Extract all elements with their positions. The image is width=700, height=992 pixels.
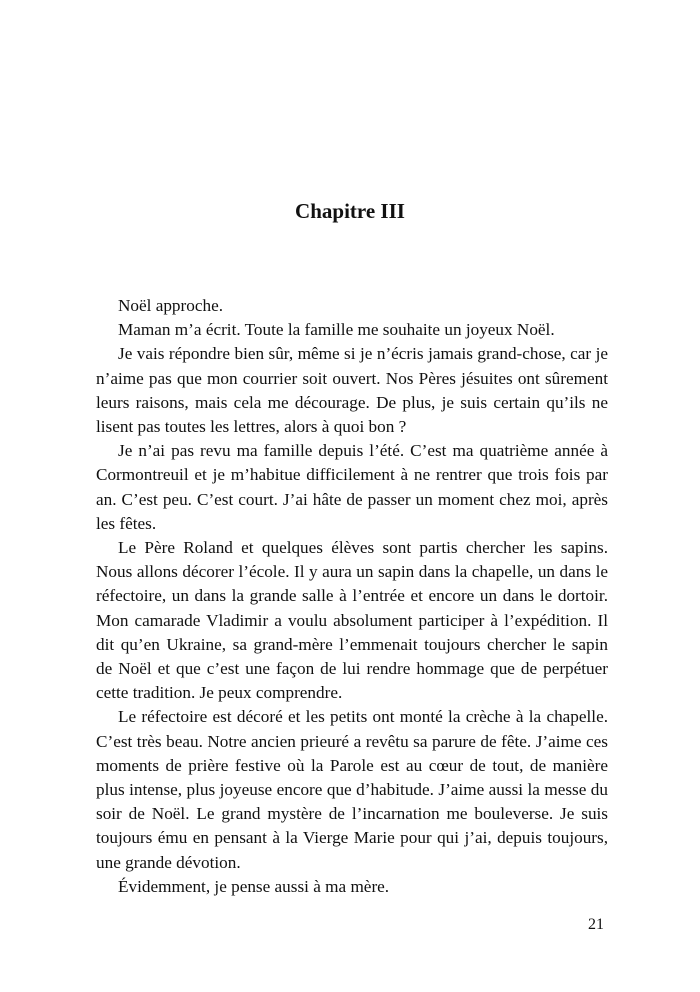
paragraph: Noël approche. [118, 296, 223, 315]
paragraph: Évidemment, je pense aussi à ma mère. [118, 876, 390, 896]
paragraph: Je vais répondre bien sûr, même si je n’écris jamais grand-chose, car je n’aime pas que mon courrier soit ouvert. Nos Pères jésuites ont sûrement leurs raisons, mais cela me décourage. De plus, je suis certain qu’ils ne lisent pas toutes les lettres, alors à quoi bon ? [96, 344, 608, 437]
paragraph: Maman m’a écrit. Toute la famille me souhaite un joyeux Noël. [118, 320, 555, 340]
chapter-body [96, 294, 608, 899]
paragraph: Je n’ai pas revu ma famille depuis l’été. C’est ma quatrième année à Cormontreuil et je m’habitue difficilement à ne rentrer que trois fois par an. C’est peu. C’est court. J’ai hâte de passer un moment chez moi, après les fêtes. [96, 441, 608, 533]
chapter-title: Chapitre III [295, 199, 405, 223]
paragraph: Le Père Roland et quelques élèves sont partis chercher les sapins. Nous allons décorer l’école. Il y aura un sapin dans la chapelle, un dans le réfectoire, un dans la grande salle à l’entrée et encore un dans le dortoir. Mon camarade Vladimir a voulu absolument participer à l’expédition. Il dit qu’en Ukraine, sa grand-mère l’emmenait toujours chercher le sapin de Noël et que c’est une façon de lui rendre hommage que de perpétuer cette tradition. Je peux comprendre. [96, 538, 608, 703]
paragraph: Le réfectoire est décoré et les petits ont monté la crèche à la chapelle. C’est très beau. Notre ancien prieuré a revêtu sa parure de fête. J’aime ces moments de prière festive où la Parole est au cœur de tout, de manière plus intense, plus joyeuse encore que d’habitude. J’aime aussi la messe du soir de Noël. Le grand mystère de l’incarnation me bouleverse. Je suis toujours ému en pensant à la Vierge Marie pour qui j’ai, depuis toujours, une grande dévotion. [96, 707, 608, 872]
page-number: 21 [588, 916, 604, 933]
